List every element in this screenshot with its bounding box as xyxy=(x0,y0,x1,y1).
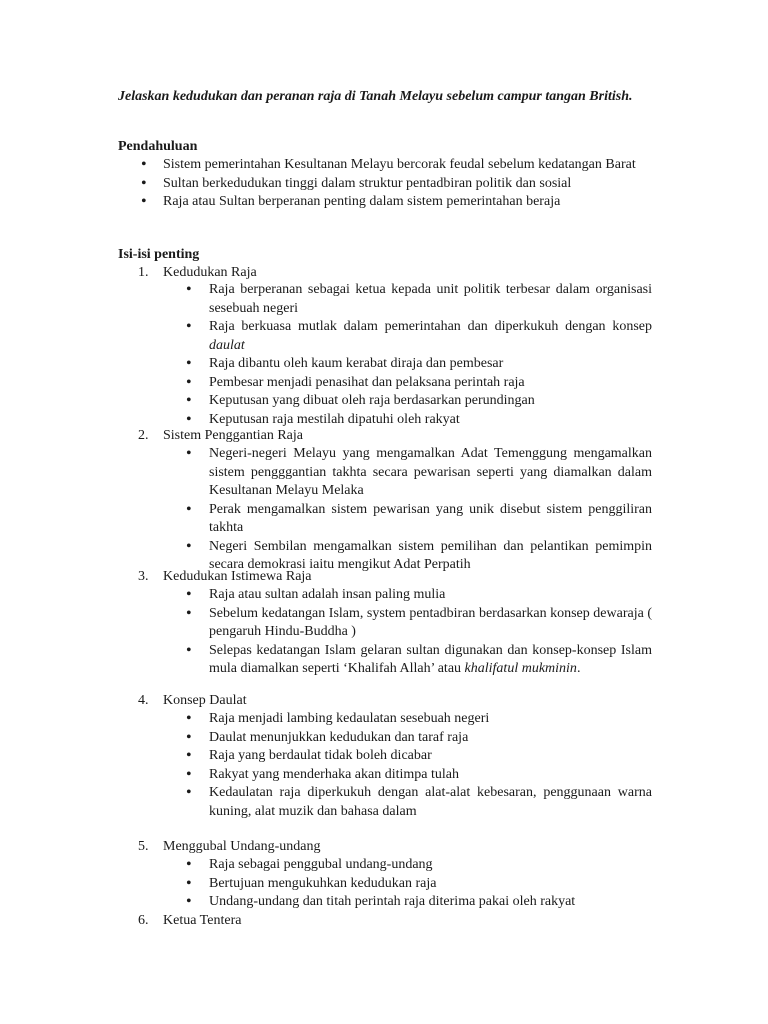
section-number: 5. xyxy=(138,839,149,854)
section-title: Kedudukan Istimewa Raja xyxy=(163,569,312,584)
item-text: Raja berkuasa mutlak dalam pemerintahan dan diperkukuh dengan konsep xyxy=(209,319,652,334)
section-2-list xyxy=(0,445,768,575)
list-item: • Rakyat yang menderhaka akan ditimpa tulah xyxy=(0,766,652,785)
section-title: Konsep Daulat xyxy=(163,693,247,708)
list-item: • Raja atau sultan adalah insan paling mulia xyxy=(0,586,652,605)
list-item: • Raja sebagai penggubal undang-undang xyxy=(0,856,652,875)
section-number: 6. xyxy=(138,913,149,928)
section-3-list xyxy=(0,586,768,679)
section-1-title xyxy=(138,264,257,283)
list-item: • Raja berperanan sebagai ketua kepada unit politik terbesar dalam organisasi sesebuah negeri xyxy=(0,281,652,318)
item-text: Selepas kedatangan Islam gelaran sultan digunakan dan konsep-konsep Islam mula diamalkan seperti ‘Khalifah Allah’ atau xyxy=(209,642,652,676)
list-item: • Raja yang berdaulat tidak boleh dicabar xyxy=(0,747,652,766)
section-3-title xyxy=(138,568,312,587)
section-6-title xyxy=(138,912,241,931)
section-title: Menggubal Undang-undang xyxy=(163,839,321,854)
question-text: Jelaskan kedudukan dan peranan raja di Tanah Melayu sebelum campur tangan British. xyxy=(118,89,633,104)
list-item: • Keputusan raja mestilah dipatuhi oleh rakyat xyxy=(0,411,652,430)
list-item: • Raja dibantu oleh kaum kerabat diraja dan pembesar xyxy=(0,355,652,374)
section-5-title xyxy=(138,838,320,857)
section-4-list xyxy=(0,710,768,821)
section-2-title xyxy=(138,427,303,446)
list-item: • Negeri Sembilan mengamalkan sistem pemilihan dan pelantikan pemimpin secara demokrasi iaitu mengikut Adat Perpatih xyxy=(0,538,652,575)
list-item: • Kedaulatan raja diperkukuh dengan alat-alat kebesaran, penggunaan warna kuning, alat muzik dan bahasa dalam xyxy=(0,784,652,821)
section-number: 1. xyxy=(138,265,149,280)
section-number: 2. xyxy=(138,428,149,443)
body-heading: Isi-isi penting xyxy=(118,247,200,262)
section-4-title xyxy=(138,692,247,711)
item-period: . xyxy=(576,661,581,676)
list-item: • Sistem pemerintahan Kesultanan Melayu bercorak feudal sebelum kedatangan Barat xyxy=(0,156,652,175)
list-item: • Pembesar menjadi penasihat dan pelaksana perintah raja xyxy=(0,374,652,393)
list-item: • Raja menjadi lambing kedaulatan sesebuah negeri xyxy=(0,710,652,729)
list-item: • Raja atau Sultan berperanan penting dalam sistem pemerintahan beraja xyxy=(0,193,652,212)
list-item: • Daulat menunjukkan kedudukan dan taraf raja xyxy=(0,729,652,748)
emphasis-khalifatul: khalifatul mukminin xyxy=(464,661,577,676)
section-number: 4. xyxy=(138,693,149,708)
list-item: • Sebelum kedatangan Islam, system pentadbiran berdasarkan konsep dewaraja ( pengaruh Hindu-Buddha ) xyxy=(0,605,652,642)
section-5-list xyxy=(0,856,768,912)
section-1-list xyxy=(0,281,768,429)
section-title: Kedudukan Raja xyxy=(163,265,257,280)
section-title: Ketua Tentera xyxy=(163,913,242,928)
list-item: • Sultan berkedudukan tinggi dalam struktur pentadbiran politik dan sosial xyxy=(0,175,652,194)
list-item xyxy=(0,318,652,355)
emphasis-daulat: daulat xyxy=(209,337,245,353)
list-item: • Undang-undang dan titah perintah raja diterima pakai oleh rakyat xyxy=(0,893,652,912)
section-number: 3. xyxy=(138,569,149,584)
list-item xyxy=(0,642,652,679)
list-item: • Perak mengamalkan sistem pewarisan yang unik disebut sistem penggiliran takhta xyxy=(0,501,652,538)
list-item: • Negeri-negeri Melayu yang mengamalkan Adat Temenggung mengamalkan sistem pengggantian takhta secara pewarisan seperti yang diamalkan dalam Kesultanan Melayu Melaka xyxy=(0,445,652,501)
list-item: • Bertujuan mengukuhkan kedudukan raja xyxy=(0,875,652,894)
list-item: • Keputusan yang dibuat oleh raja berdasarkan perundingan xyxy=(0,392,652,411)
intro-heading: Pendahuluan xyxy=(118,139,198,154)
intro-list xyxy=(0,156,768,212)
section-title: Sistem Penggantian Raja xyxy=(163,428,303,443)
